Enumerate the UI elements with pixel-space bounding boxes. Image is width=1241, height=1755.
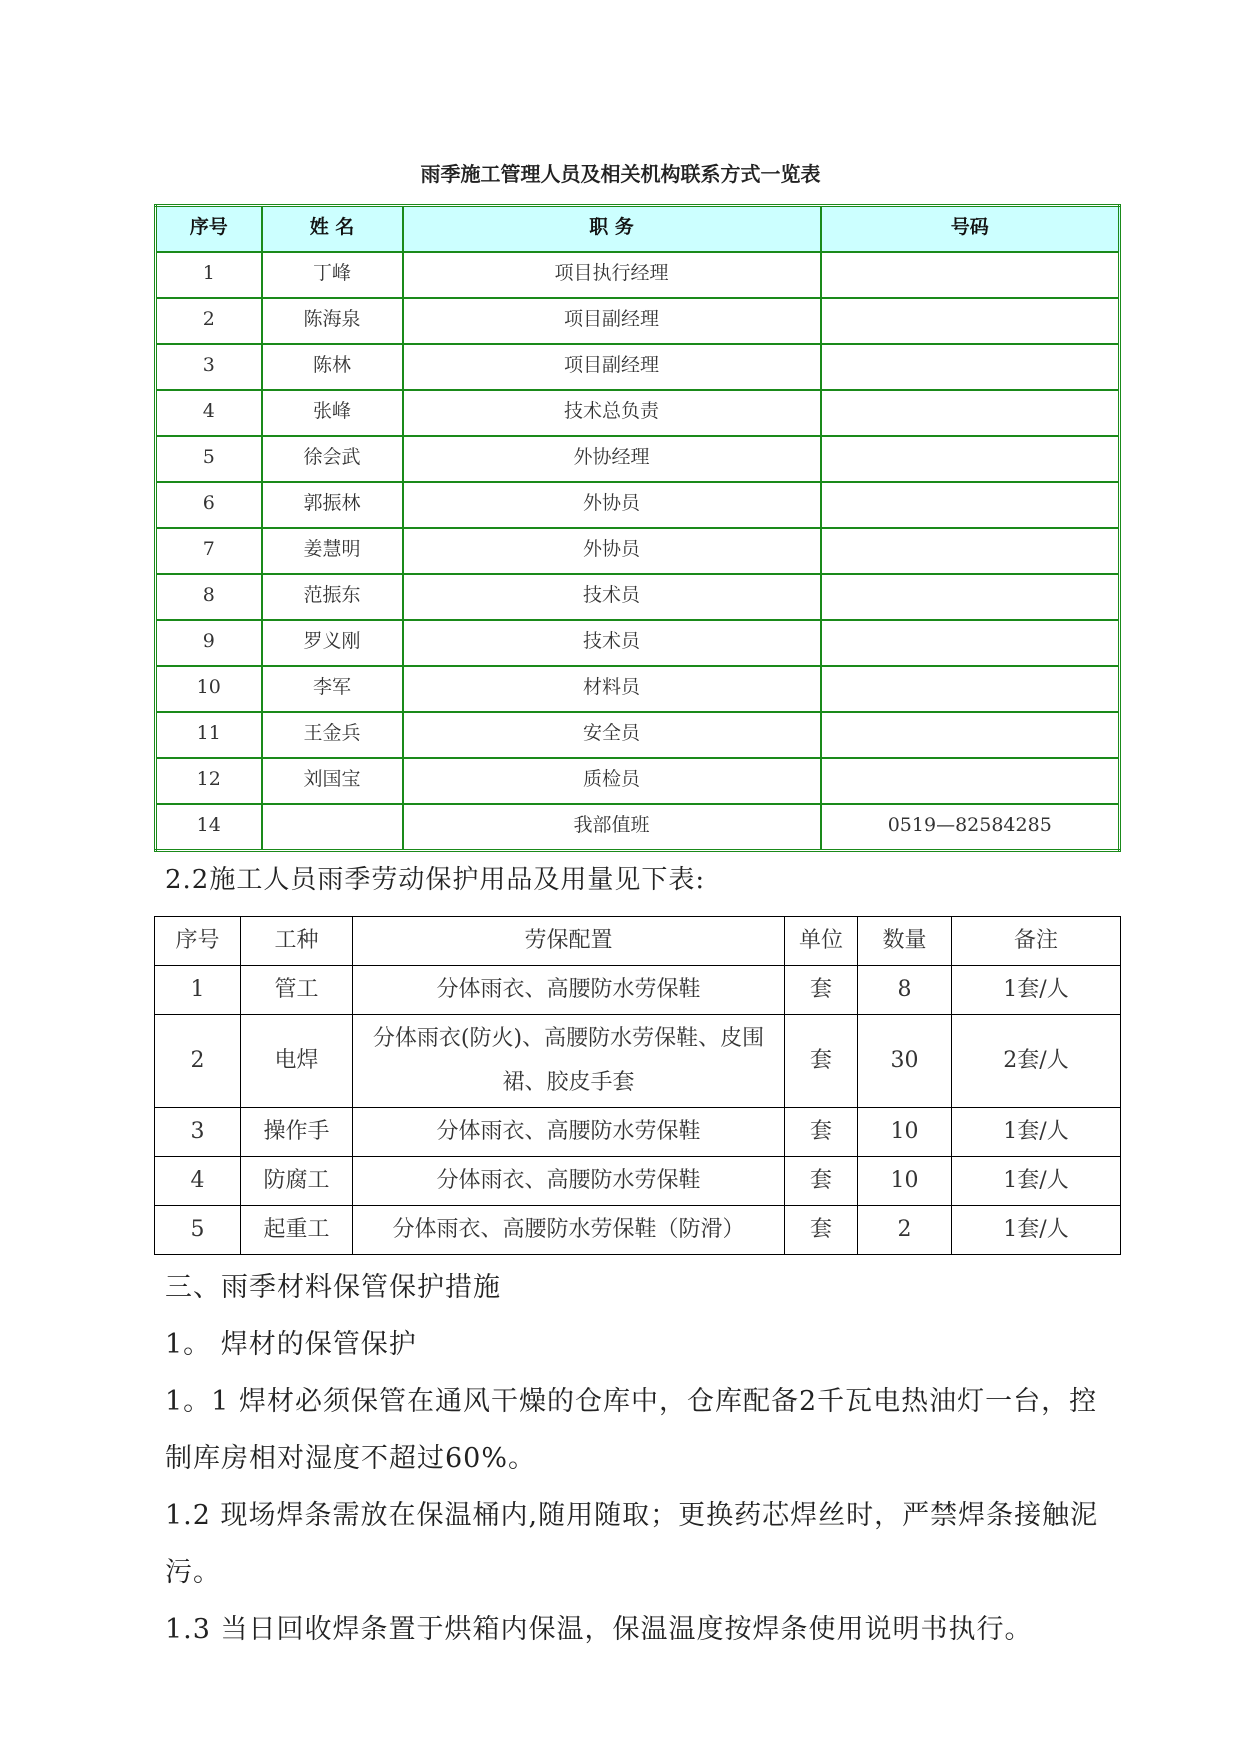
row-number: 14	[156, 804, 262, 851]
header-cell: 工种	[241, 917, 353, 966]
section-heading: 2.2施工人员雨季劳动保护用品及用量见下表:	[165, 865, 706, 895]
note-cell: 1套/人	[952, 1108, 1121, 1157]
row-number: 5	[156, 436, 262, 482]
subsection-heading: 1。 焊材的保管保护	[165, 1329, 417, 1360]
quantity-cell: 30	[858, 1015, 952, 1108]
header-cell: 单位	[785, 917, 858, 966]
header-cell: 号码	[821, 206, 1120, 253]
position-cell: 安全员	[403, 712, 821, 758]
note-cell: 1套/人	[952, 1157, 1121, 1206]
trade-cell: 操作手	[241, 1108, 353, 1157]
position-cell: 技术员	[403, 574, 821, 620]
paragraph: 1.2 现场焊条需放在保温桶内,随用随取；更换药芯焊丝时，严禁焊条接触泥污。	[165, 1500, 1099, 1588]
phone-cell	[821, 344, 1120, 390]
name-cell: 范振东	[262, 574, 403, 620]
unit-cell: 套	[785, 1108, 858, 1157]
row-number: 5	[155, 1206, 241, 1255]
quantity-cell: 10	[858, 1108, 952, 1157]
name-cell: 刘国宝	[262, 758, 403, 804]
table-row	[155, 1157, 1121, 1206]
trade-cell: 管工	[241, 966, 353, 1015]
phone-cell	[821, 620, 1120, 666]
phone-cell	[821, 758, 1120, 804]
table-row	[156, 804, 1120, 851]
note-cell: 2套/人	[952, 1015, 1121, 1108]
header-cell: 劳保配置	[353, 917, 785, 966]
table-row	[155, 1108, 1121, 1157]
row-number: 3	[156, 344, 262, 390]
row-number: 3	[155, 1108, 241, 1157]
position-cell: 项目副经理	[403, 344, 821, 390]
unit-cell: 套	[785, 1157, 858, 1206]
row-number: 12	[156, 758, 262, 804]
equipment-cell: 分体雨衣、高腰防水劳保鞋	[353, 966, 785, 1015]
quantity-cell: 10	[858, 1157, 952, 1206]
row-number: 8	[156, 574, 262, 620]
quantity-cell: 8	[858, 966, 952, 1015]
row-number: 11	[156, 712, 262, 758]
row-number: 1	[156, 252, 262, 298]
position-cell: 外协员	[403, 482, 821, 528]
quantity-cell: 2	[858, 1206, 952, 1255]
trade-cell: 防腐工	[241, 1157, 353, 1206]
name-cell: 姜慧明	[262, 528, 403, 574]
phone-cell	[821, 574, 1120, 620]
position-cell: 外协员	[403, 528, 821, 574]
header-cell: 备注	[952, 917, 1121, 966]
name-cell: 王金兵	[262, 712, 403, 758]
table-row	[156, 390, 1120, 436]
row-number: 4	[155, 1157, 241, 1206]
table-row	[156, 298, 1120, 344]
position-cell: 我部值班	[403, 804, 821, 851]
header-cell: 姓 名	[262, 206, 403, 253]
position-cell: 项目执行经理	[403, 252, 821, 298]
phone-cell	[821, 666, 1120, 712]
row-number: 4	[156, 390, 262, 436]
unit-cell: 套	[785, 966, 858, 1015]
table-row	[156, 758, 1120, 804]
trade-cell: 电焊	[241, 1015, 353, 1108]
table-row	[156, 528, 1120, 574]
position-cell: 外协经理	[403, 436, 821, 482]
section-heading: 三、雨季材料保管保护措施	[165, 1272, 501, 1303]
contact-table	[154, 204, 1121, 852]
name-cell: 陈林	[262, 344, 403, 390]
phone-cell	[821, 252, 1120, 298]
paragraph: 1.3 当日回收焊条置于烘箱内保温，保温温度按焊条使用说明书执行。	[165, 1614, 1033, 1645]
paragraph: 1。1 焊材必须保管在通风干燥的仓库中，仓库配备2千瓦电热油灯一台，控制库房相对湿度不超过60%。	[165, 1386, 1098, 1474]
table-row	[156, 482, 1120, 528]
name-cell: 张峰	[262, 390, 403, 436]
table-header-row	[156, 206, 1120, 253]
phone-cell	[821, 390, 1120, 436]
phone-cell	[821, 528, 1120, 574]
header-cell: 序号	[156, 206, 262, 253]
row-number: 2	[155, 1015, 241, 1108]
table-row	[155, 1206, 1121, 1255]
note-cell: 1套/人	[952, 1206, 1121, 1255]
equipment-cell: 分体雨衣、高腰防水劳保鞋	[353, 1108, 785, 1157]
table-row	[155, 966, 1121, 1015]
header-cell: 序号	[155, 917, 241, 966]
unit-cell: 套	[785, 1015, 858, 1108]
row-number: 6	[156, 482, 262, 528]
equipment-cell: 分体雨衣、高腰防水劳保鞋（防滑）	[353, 1206, 785, 1255]
position-cell: 技术总负责	[403, 390, 821, 436]
position-cell: 技术员	[403, 620, 821, 666]
table-row	[156, 436, 1120, 482]
equipment-cell: 分体雨衣、高腰防水劳保鞋	[353, 1157, 785, 1206]
table-row	[156, 344, 1120, 390]
phone-cell	[821, 712, 1120, 758]
unit-cell: 套	[785, 1206, 858, 1255]
table-row	[156, 712, 1120, 758]
phone-cell: 0519—82584285	[821, 804, 1120, 851]
row-number: 1	[155, 966, 241, 1015]
name-cell: 丁峰	[262, 252, 403, 298]
row-number: 10	[156, 666, 262, 712]
note-cell: 1套/人	[952, 966, 1121, 1015]
position-cell: 项目副经理	[403, 298, 821, 344]
name-cell: 郭振林	[262, 482, 403, 528]
trade-cell: 起重工	[241, 1206, 353, 1255]
phone-cell	[821, 298, 1120, 344]
row-number: 2	[156, 298, 262, 344]
row-number: 9	[156, 620, 262, 666]
phone-cell	[821, 436, 1120, 482]
name-cell: 徐会武	[262, 436, 403, 482]
table-row	[155, 1015, 1121, 1108]
row-number: 7	[156, 528, 262, 574]
name-cell: 李军	[262, 666, 403, 712]
position-cell: 材料员	[403, 666, 821, 712]
name-cell: 罗义刚	[262, 620, 403, 666]
contact-table-title: 雨季施工管理人员及相关机构联系方式一览表	[420, 162, 821, 186]
header-cell: 职 务	[403, 206, 821, 253]
name-cell	[262, 804, 403, 851]
table-header-row	[155, 917, 1121, 966]
table-row	[156, 620, 1120, 666]
header-cell: 数量	[858, 917, 952, 966]
ppe-table	[154, 916, 1121, 1255]
table-row	[156, 574, 1120, 620]
phone-cell	[821, 482, 1120, 528]
name-cell: 陈海泉	[262, 298, 403, 344]
equipment-cell: 分体雨衣(防火)、高腰防水劳保鞋、皮围裙、胶皮手套	[353, 1015, 785, 1108]
table-row	[156, 252, 1120, 298]
position-cell: 质检员	[403, 758, 821, 804]
table-row	[156, 666, 1120, 712]
